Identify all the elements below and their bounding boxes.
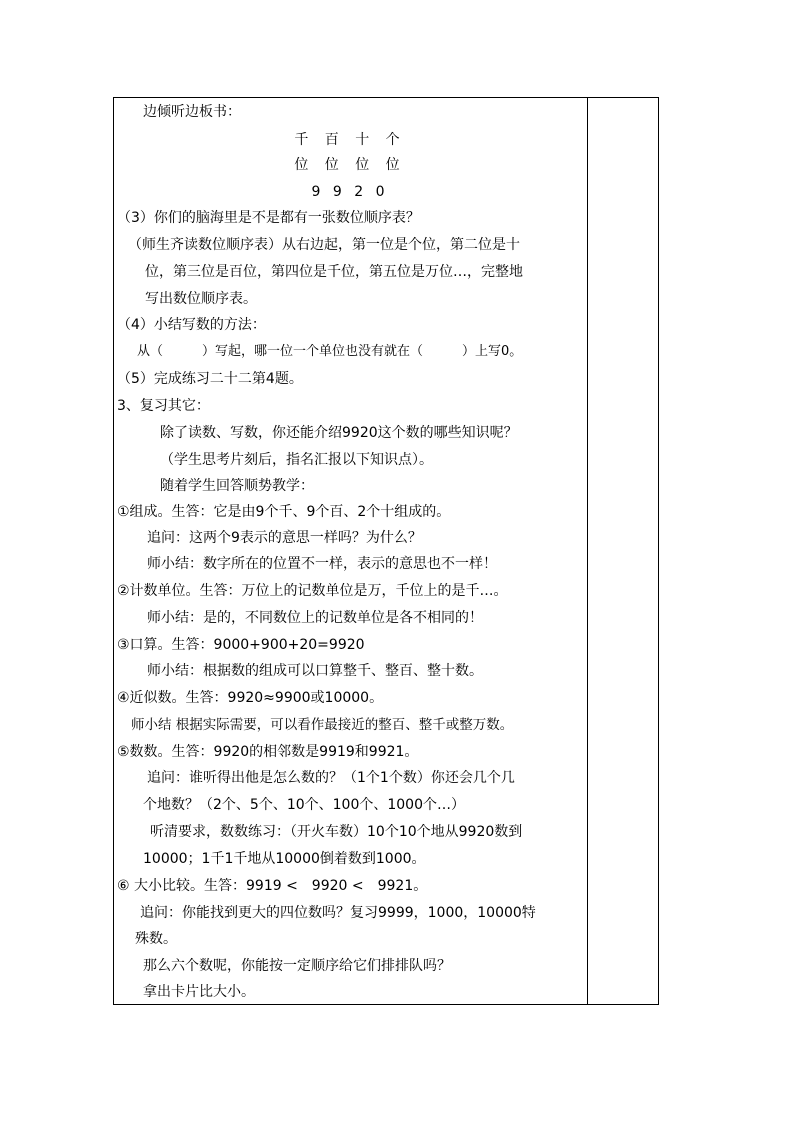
- text-line: 师小结 根据实际需要，可以看作最接近的整百、整千或整万数。: [131, 717, 514, 733]
- text-line: （师生齐读数位顺序表）从右边起，第一位是个位，第二位是十: [128, 237, 520, 253]
- place-value-digits: 9 9 2 0: [311, 184, 389, 200]
- column-divider: [587, 97, 588, 1005]
- text-line: （4）小结写数的方法：: [117, 317, 266, 333]
- text-line: 个地数？（2个、5个、10个、100个、1000个…）: [143, 797, 465, 813]
- text-line: ⑥ 大小比较。生答：9919 < 9920 < 9921。: [117, 878, 428, 894]
- text-line: 师小结：是的，不同数位上的记数单位是各不相同的！: [147, 610, 483, 626]
- text-line: （学生思考片刻后，指名汇报以下知识点）。: [160, 452, 433, 468]
- text-line: 那么六个数呢，你能按一定顺序给它们排排队吗？: [143, 958, 451, 974]
- text-line: 师小结：数字所在的位置不一样，表示的意思也不一样！: [147, 556, 497, 572]
- text-line: 位，第三位是百位，第四位是千位，第五位是万位…，完整地: [145, 264, 523, 280]
- text-line: 听清要求，数数练习：（开火车数）10个10个地从9920数到: [150, 824, 523, 840]
- text-line: 从（ ）写起，哪一位一个单位也没有就在（ ）上写0。: [137, 344, 523, 359]
- text-line: ③口算。生答：9000+900+20=9920: [117, 637, 365, 653]
- text-line: 追问：你能找到更大的四位数吗？复习9999，1000，10000特: [140, 905, 536, 921]
- text-line: 除了读数、写数，你还能介绍9920这个数的哪些知识呢？: [160, 425, 518, 441]
- text-line: 写出数位顺序表。: [145, 291, 257, 307]
- text-line: 师小结：根据数的组成可以口算整千、整百、整十数。: [147, 663, 483, 679]
- place-value-header: 位 位 位 位: [294, 157, 406, 173]
- text-line: 3、复习其它：: [117, 398, 210, 414]
- place-value-header: 千 百 十 个: [294, 132, 406, 148]
- text-line: （3）你们的脑海里是不是都有一张数位顺序表？: [117, 210, 420, 226]
- text-line: 追问：谁听得出他是怎么数的？（1个1个数）你还会几个几: [147, 770, 515, 786]
- text-line: 边倾听边板书：: [143, 104, 241, 120]
- text-line: 10000；1千1千地从10000倒着数到1000。: [143, 851, 426, 867]
- text-line: ①组成。生答：它是由9个千、9个百、2个十组成的。: [117, 504, 451, 520]
- text-line: 追问：这两个9表示的意思一样吗？为什么？: [147, 530, 422, 546]
- text-line: 随着学生回答顺势教学：: [160, 478, 314, 494]
- text-line: （5）完成练习二十二第4题。: [117, 371, 303, 387]
- text-line: ④近似数。生答：9920≈9900或10000。: [117, 690, 384, 706]
- text-line: ⑤数数。生答：9920的相邻数是9919和9921。: [117, 744, 419, 760]
- text-line: 拿出卡片比大小。: [143, 984, 255, 1000]
- text-line: 殊数。: [135, 931, 177, 947]
- text-line: ②计数单位。生答：万位上的记数单位是万，千位上的是千…。: [117, 583, 508, 599]
- lesson-table: [113, 97, 659, 1005]
